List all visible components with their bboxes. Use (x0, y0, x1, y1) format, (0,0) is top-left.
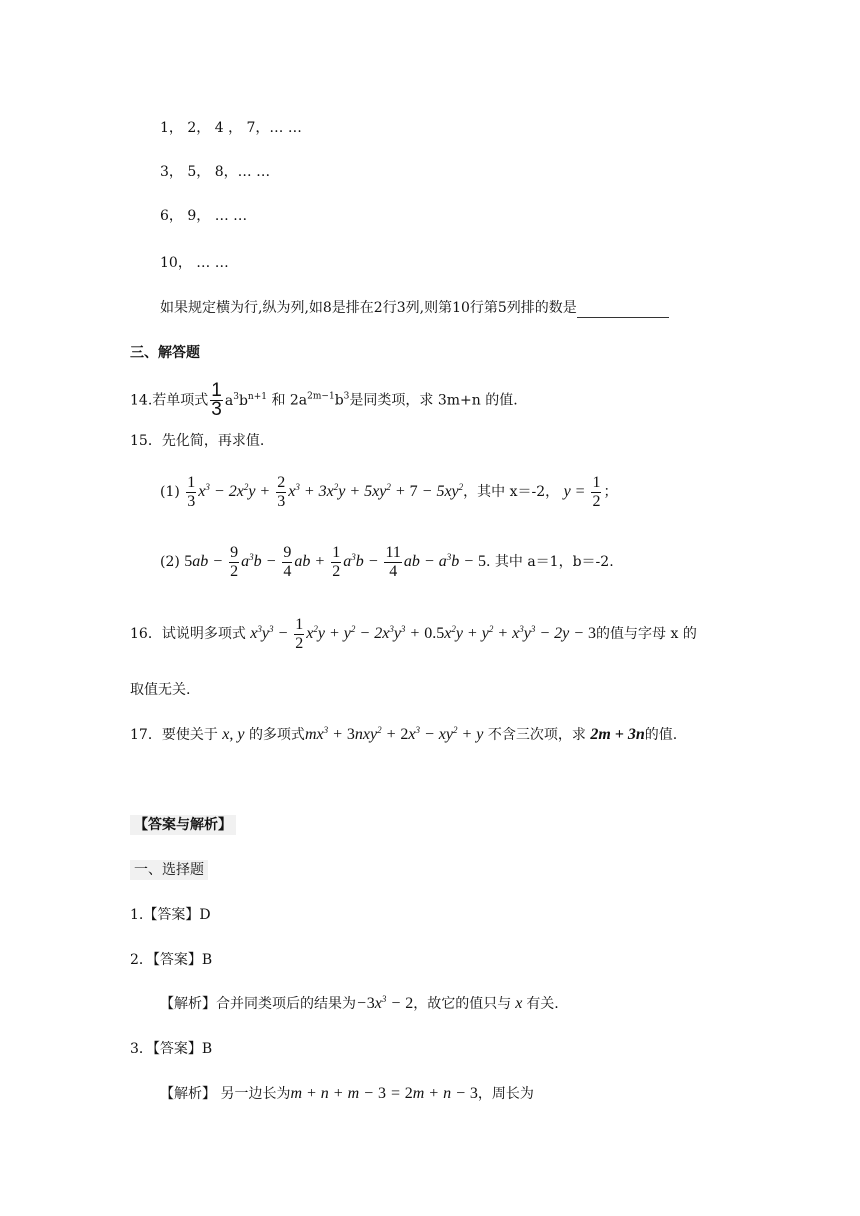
a2-exp-prefix: 【解析】合并同类项后的结果为 (160, 996, 356, 1012)
section-three-heading: 三、解答题 (130, 345, 200, 361)
sequence-row-1: 1， 2， 4 ， 7，… … (160, 120, 302, 136)
question-17 (130, 725, 677, 745)
answers-header-text: 【答案与解析】 (130, 815, 236, 835)
answer-blank (577, 303, 669, 318)
q16-prefix: 16．试说明多项式 (130, 626, 246, 643)
a2-exp-suffix: ，故它的值只与 (413, 996, 512, 1012)
q15-p1-y-value: y = $\frac{1}{2}$ (563, 474, 601, 510)
q17-target: 2m + 3n (590, 726, 645, 743)
fraction-one-third: $\frac{1}{3}$ (211, 380, 222, 420)
sequence-row-4: 10， … … (160, 255, 229, 271)
rule-text: 如果规定横为行,纵为列,如8是排在2行3列,则第10行第5列排的数是 (160, 300, 577, 316)
q17-vars: x, y (222, 726, 245, 743)
a2-expression: $-3x^3 - 2$ (356, 994, 414, 1012)
q17-suffix: 的值. (644, 727, 678, 743)
a3-exp-prefix: 【解析】 另一边长为 (160, 1086, 291, 1102)
question-15-part-2 (160, 544, 614, 592)
a2-exp-end: 有关. (526, 996, 559, 1012)
answer-2: 2．【答案】B (130, 952, 213, 968)
q17-expression: $mx^3 + 3nxy^2 + 2x^3 - xy^2 + y$ (304, 725, 484, 743)
a3-exp-suffix: ，周长为 (477, 1086, 534, 1102)
answers-header (130, 815, 236, 835)
q16-suffix: 的值与字母 x 的 (596, 626, 697, 643)
section-one-heading (130, 860, 208, 880)
question-15-title: 15．先化简，再求值. (130, 433, 265, 449)
sequence-row-3: 6， 9， … … (160, 208, 248, 224)
section-one-text: 一、选择题 (130, 860, 208, 880)
question-15-part-1 (160, 474, 617, 522)
q15-p2-expression: 5ab − $\frac{9}{2}$ $a^3b$ − $\frac{9}{4}$ ab + $\frac{1}{2}$ $a^3b$ − $\frac{11}{4}$ ab − $a^3b - 5$ (184, 544, 486, 580)
q16-expression: $x^3y^3$ − $\frac{1}{2}$ $x^2y + y^2 - 2x^3y^3 + 0.5x^2y + y^2 + x^3y^3 - 2y - 3$ (250, 616, 597, 652)
q15-p2-label: (2) (160, 554, 180, 571)
q17-prefix: 17．要使关于 (130, 727, 218, 743)
answer-2-explanation (160, 994, 559, 1014)
q15-p1-end: ； (603, 484, 618, 501)
question-16-line-2: 取值无关. (130, 682, 191, 698)
q15-p1-expression: $\frac{1}{3}$ $x^3 - 2x^2y$ + $\frac{2}{3}$ $x^3 + 3x^2y + 5xy^2 + 7 - 5xy^2$ (187, 474, 464, 510)
q17-mid2: 不含三次项，求 (487, 727, 586, 743)
q14-prefix: 14.若单项式 (130, 392, 209, 409)
q17-mid: 的多项式 (248, 727, 305, 743)
q15-p1-condition: ，其中 x＝-2， (463, 484, 560, 501)
rule-question (160, 298, 669, 318)
q14-mid: 和 2a (271, 392, 308, 409)
a3-expression: m + n + m − 3 = 2m + n − 3 (290, 1085, 478, 1102)
q14-suffix: 是同类项，求 3m+n 的值. (349, 392, 518, 409)
q15-p2-condition: . 其中 a＝1，b＝-2. (485, 554, 614, 571)
q15-p1-label: (1) (160, 484, 180, 501)
answer-1: 1.【答案】D (130, 907, 211, 923)
question-16 (130, 616, 697, 664)
answer-3-explanation (160, 1084, 534, 1104)
question-14: 14.若单项式 $\frac{1}{3}$ $a^3b^{n+1}$ 和 $2a^{2m-1}b^3$是同类项，求 3m+n 的值. (130, 380, 518, 420)
sequence-row-2: 3， 5， 8，… … (160, 164, 271, 180)
answer-3: 3．【答案】B (130, 1041, 213, 1057)
a2-variable: x (511, 995, 527, 1012)
